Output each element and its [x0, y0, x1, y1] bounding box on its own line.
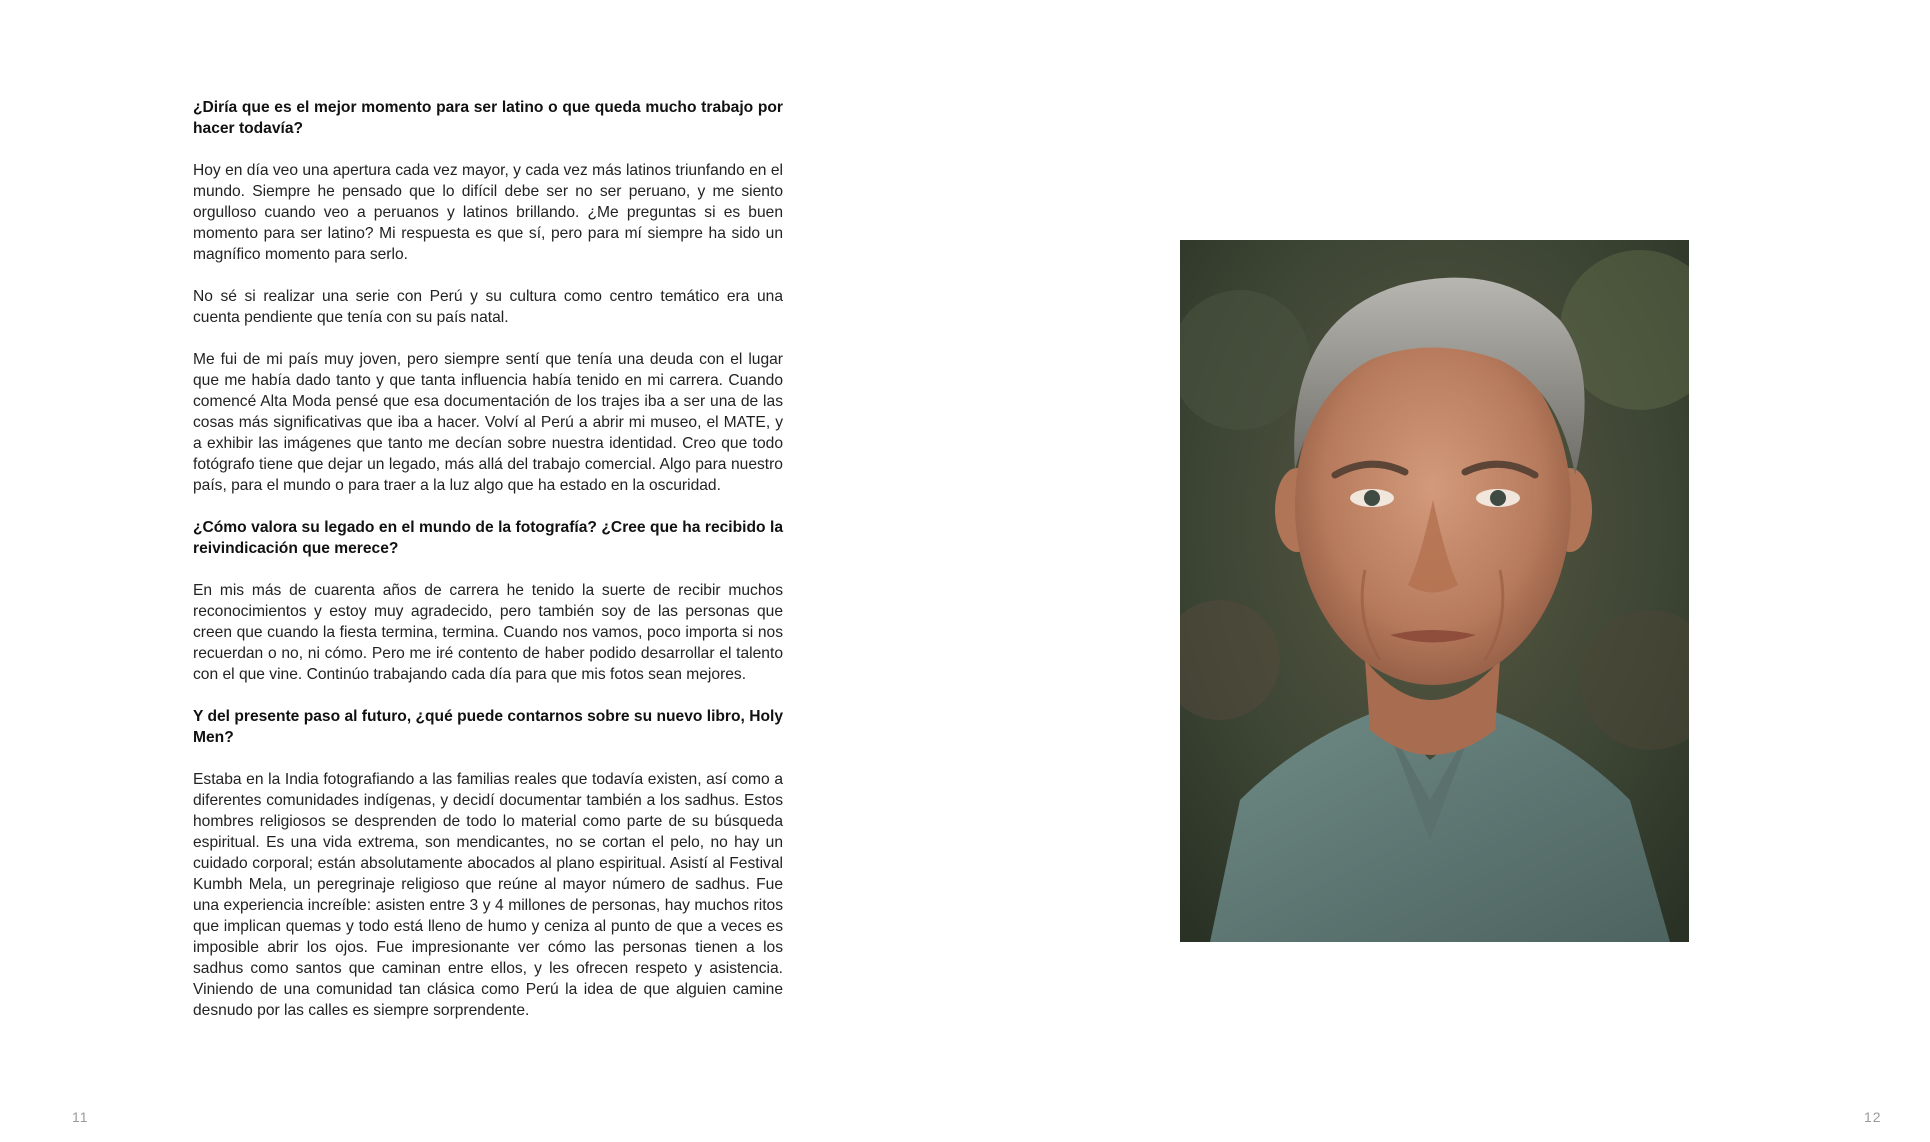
- interview-answer: Hoy en día veo una apertura cada vez mayor, y cada vez más latinos triunfando en el mundo. Siempre he pensado que lo difícil debe ser no ser peruano, y me siento orgulloso cuando veo a peruanos y latinos brillando. ¿Me preguntas si es buen momento para ser latino? Mi respuesta es que sí, pero para mí siempre ha sido un magnífico momento para serlo.: [193, 162, 783, 263]
- interview-answer: En mis más de cuarenta años de carrera he tenido la suerte de recibir muchos reconocimientos y estoy muy agradecido, pero también soy de las personas que creen que cuando la fiesta termina, termina. Cuando nos vamos, poco importa si nos recuerdan o no, ni cómo. Pero me iré contento de haber podido desarrollar el talento con el que vine. Continúo trabajando cada día para que mis fotos sean mejores.: [193, 582, 783, 683]
- page-number-right: 12: [1864, 1109, 1882, 1125]
- interview-question: ¿Cómo valora su legado en el mundo de la fotografía? ¿Cree que ha recibido la reivindicación que merece?: [193, 519, 783, 557]
- interview-answer: Estaba en la India fotografiando a las familias reales que todavía existen, así como a diferentes comunidades indígenas, y decidí documentar también a los sadhus. Estos hombres religiosos se desprenden de todo lo material como parte de su búsqueda espiritual. Es una vida extrema, son mendicantes, no se cortan el pelo, no hay un cuidado corporal; están absolutamente abocados al plano espiritual. Asistí al Festival Kumbh Mela, un peregrinaje religioso que reúne al mayor número de sadhus. Fue una experiencia increíble: asisten entre 3 y 4 millones de personas, hay muchos ritos que implican quemas y todo está lleno de humo y ceniza al punto de que a veces es imposible abrir los ojos. Fue impresionante ver cómo las personas tienen a los sadhus como santos que caminan entre ellos, y les ofrecen respeto y asistencia. Viniendo de una comunidad tan clásica como Perú la idea de que alguien camine desnudo por las calles es siempre sorprendente.: [193, 771, 783, 1019]
- interview-answer: No sé si realizar una serie con Perú y su cultura como centro temático era una cuenta pendiente que tenía con su país natal.: [193, 288, 783, 326]
- page-number-left: 11: [72, 1109, 89, 1125]
- interview-question: Y del presente paso al futuro, ¿qué puede contarnos sobre su nuevo libro, Holy Men?: [193, 708, 783, 746]
- portrait-photo-icon: [1180, 240, 1689, 942]
- interview-text-column: [193, 97, 783, 1042]
- portrait-photo: [1180, 240, 1689, 942]
- interview-answer: Me fui de mi país muy joven, pero siempre sentí que tenía una deuda con el lugar que me había dado tanto y que tanta influencia había tenido en mi carrera. Cuando comencé Alta Moda pensé que esa documentación de los trajes iba a ser una de las cosas más significativas que iba a hacer. Volví al Perú a abrir mi museo, el MATE, y a exhibir las imágenes que tanto me decían sobre nuestra identidad. Creo que todo fotógrafo tiene que dejar un legado, más allá del trabajo comercial. Algo para nuestro país, para el mundo o para traer a la luz algo que ha estado en la oscuridad.: [193, 351, 783, 494]
- interview-question: ¿Diría que es el mejor momento para ser latino o que queda mucho trabajo por hacer todavía?: [193, 99, 783, 137]
